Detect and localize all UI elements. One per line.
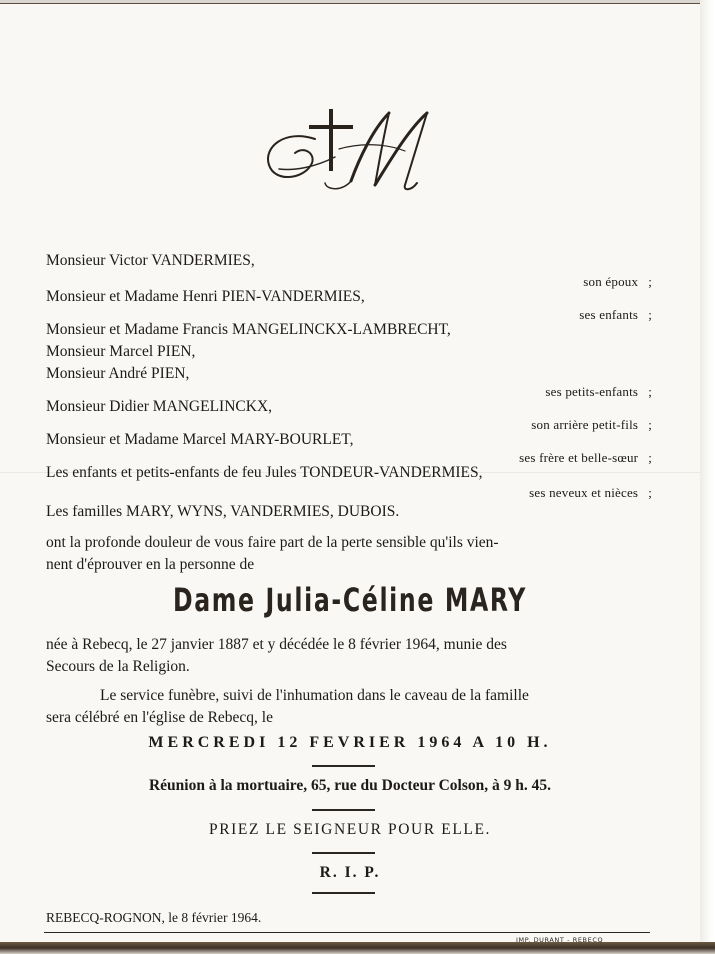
footer-rule — [44, 932, 650, 933]
announcement-line-1: ont la profonde douleur de vous faire part de la perte sensible qu'ils vien- — [46, 534, 499, 551]
family-name-0: Monsieur Victor VANDERMIES, — [46, 252, 255, 269]
birth-death-line-2: Secours de la Religion. — [46, 658, 190, 675]
prayer-line: PRIEZ LE SEIGNEUR POUR ELLE. — [208, 821, 492, 838]
service-line-2: sera célébré en l'église de Rebecq, le — [46, 709, 273, 726]
reunion-info: Réunion à la mortuaire, 65, rue du Docteur Colson, à 9 h. 45. — [148, 777, 551, 794]
divider-rule-1 — [312, 765, 375, 767]
family-name-5: Monsieur Didier MANGELINCKX, — [46, 398, 273, 415]
cross-monogram-logo — [255, 99, 440, 199]
birth-death-line-1: née à Rebecq, le 27 janvier 1887 et y décédée le 8 février 1964, munie des — [46, 636, 507, 653]
relation-7: ses neveux et nièces ; — [529, 485, 652, 500]
divider-rule-3 — [312, 852, 375, 854]
family-name-8: Les familles MARY, WYNS, VANDERMIES, DUBOIS. — [46, 503, 400, 520]
divider-rule-2 — [312, 809, 375, 811]
relation-4: ses petits-enfants ; — [545, 384, 652, 399]
announcement-line-2: nent d'éprouver en la personne de — [46, 556, 255, 573]
paper-edge-right — [700, 0, 715, 954]
family-name-4: Monsieur André PIEN, — [46, 365, 190, 382]
deceased-name: Dame Julia-Céline MARY — [172, 581, 528, 619]
service-date: MERCREDI 12 FEVRIER 1964 A 10 H. — [148, 734, 552, 751]
relation-5: son arrière petit-fils ; — [531, 417, 652, 432]
announcement-text — [46, 532, 652, 576]
place-and-date: REBECQ-ROGNON, le 8 février 1964. — [46, 910, 262, 925]
relation-6: ses frère et belle-sœur ; — [519, 450, 652, 465]
service-line-1: Le service funèbre, suivi de l'inhumation dans le caveau de la famille — [100, 687, 529, 704]
family-name-7: Les enfants et petits-enfants de feu Jules TONDEUR-VANDERMIES, — [46, 464, 483, 481]
rip-line: R. I. P. — [319, 864, 381, 881]
relation-0: son époux ; — [583, 274, 652, 289]
birth-death-text — [46, 634, 652, 678]
printer-imprint: IMP. DURANT - REBECQ — [516, 936, 604, 944]
funeral-notice-card — [0, 4, 700, 942]
family-name-3: Monsieur Marcel PIEN, — [46, 343, 196, 360]
family-name-6: Monsieur et Madame Marcel MARY-BOURLET, — [46, 431, 354, 448]
family-name-1: Monsieur et Madame Henri PIEN-VANDERMIES, — [46, 288, 365, 305]
family-name-2: Monsieur et Madame Francis MANGELINCKX-LAMBRECHT, — [46, 321, 451, 338]
service-text — [46, 685, 652, 729]
divider-rule-4 — [312, 892, 375, 894]
paper-edge-bottom — [0, 942, 715, 954]
relation-1: ses enfants ; — [579, 307, 652, 322]
